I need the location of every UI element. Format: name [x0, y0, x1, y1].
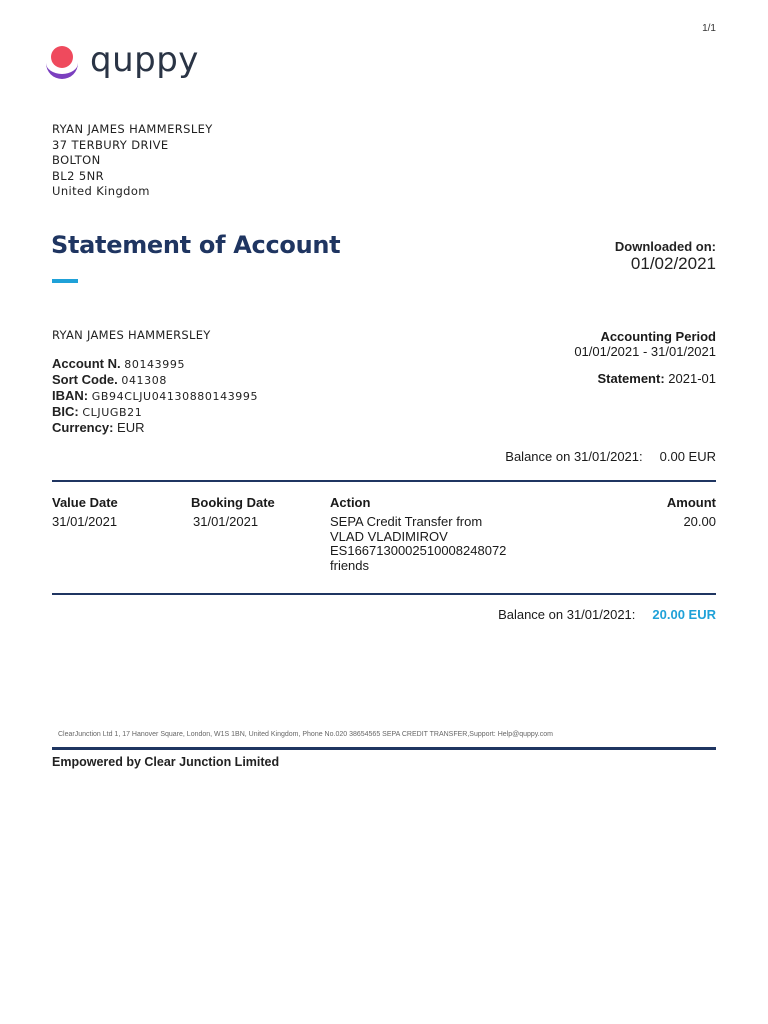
quppy-logo-icon: [45, 45, 79, 81]
row-action: [330, 515, 506, 573]
address-line: RYAN JAMES HAMMERSLEY: [52, 122, 213, 136]
accounting-period: 01/01/2021 - 31/01/2021: [574, 344, 716, 359]
address-line: BL2 5NR: [52, 168, 104, 183]
account-number: 80143995: [124, 358, 186, 371]
closing-balance-value: 20.00 EUR: [652, 607, 716, 622]
table-top-rule: [52, 480, 716, 482]
row-amount: 20.00: [683, 514, 716, 529]
statement-id: [597, 371, 716, 386]
page-number: 1/1: [702, 23, 716, 34]
account-details: [52, 356, 258, 435]
action-line: VLAD VLADIMIROV: [330, 528, 448, 544]
brand-name: quppy: [90, 40, 199, 80]
address-line: 37 TERBURY DRIVE: [52, 137, 169, 152]
action-line: SEPA Credit Transfer from: [330, 514, 483, 529]
opening-balance-label: Balance on 31/01/2021:: [505, 449, 643, 464]
closing-balance-label: Balance on 31/01/2021:: [498, 607, 636, 622]
recipient-address: [52, 122, 213, 200]
account-holder-name: RYAN JAMES HAMMERSLEY: [52, 328, 211, 342]
title-underline: [52, 279, 78, 283]
footer-note: ClearJunction Ltd 1, 17 Hanover Square, London, W1S 1BN, United Kingdom, Phone No.020 38654565 SEPA CREDIT TRANSFER,Support: Help@quppy.com: [58, 731, 553, 738]
statement-value: 2021-01: [668, 371, 716, 386]
opening-balance-value: 0.00 EUR: [659, 449, 716, 464]
row-value-date: 31/01/2021: [52, 514, 118, 529]
row-booking-date: 31/01/2021: [193, 514, 259, 529]
col-header-booking-date: Booking Date: [191, 495, 275, 510]
bic-label: BIC:: [52, 404, 79, 419]
closing-balance: [498, 607, 716, 622]
quppy-logo: [45, 40, 199, 81]
accounting-period-label: Accounting Period: [600, 329, 716, 344]
currency: EUR: [117, 420, 145, 435]
iban: GB94CLJU04130880143995: [91, 390, 259, 403]
sort-code: 041308: [121, 374, 167, 387]
action-line: friends: [330, 557, 370, 573]
account-number-label: Account N.: [52, 356, 121, 371]
table-bottom-rule: [52, 593, 716, 595]
col-header-value-date: Value Date: [52, 495, 118, 510]
action-line: ES1667130002510008248072: [330, 543, 507, 558]
col-header-amount: Amount: [666, 495, 716, 510]
opening-balance: [505, 449, 716, 464]
bic: CLJUGB21: [82, 406, 143, 419]
sort-code-label: Sort Code.: [52, 372, 118, 387]
iban-label: IBAN:: [52, 388, 89, 403]
statement-label: Statement:: [597, 371, 665, 386]
currency-label: Currency:: [52, 420, 114, 435]
downloaded-label: Downloaded on:: [614, 239, 716, 254]
address-line: United Kingdom: [52, 184, 150, 198]
address-line: BOLTON: [52, 153, 101, 167]
downloaded-date: 01/02/2021: [630, 254, 716, 273]
footer-rule: [52, 747, 716, 750]
page-title: Statement of Account: [51, 231, 341, 259]
col-header-action: Action: [330, 495, 371, 510]
powered-by: Empowered by Clear Junction Limited: [52, 755, 280, 769]
